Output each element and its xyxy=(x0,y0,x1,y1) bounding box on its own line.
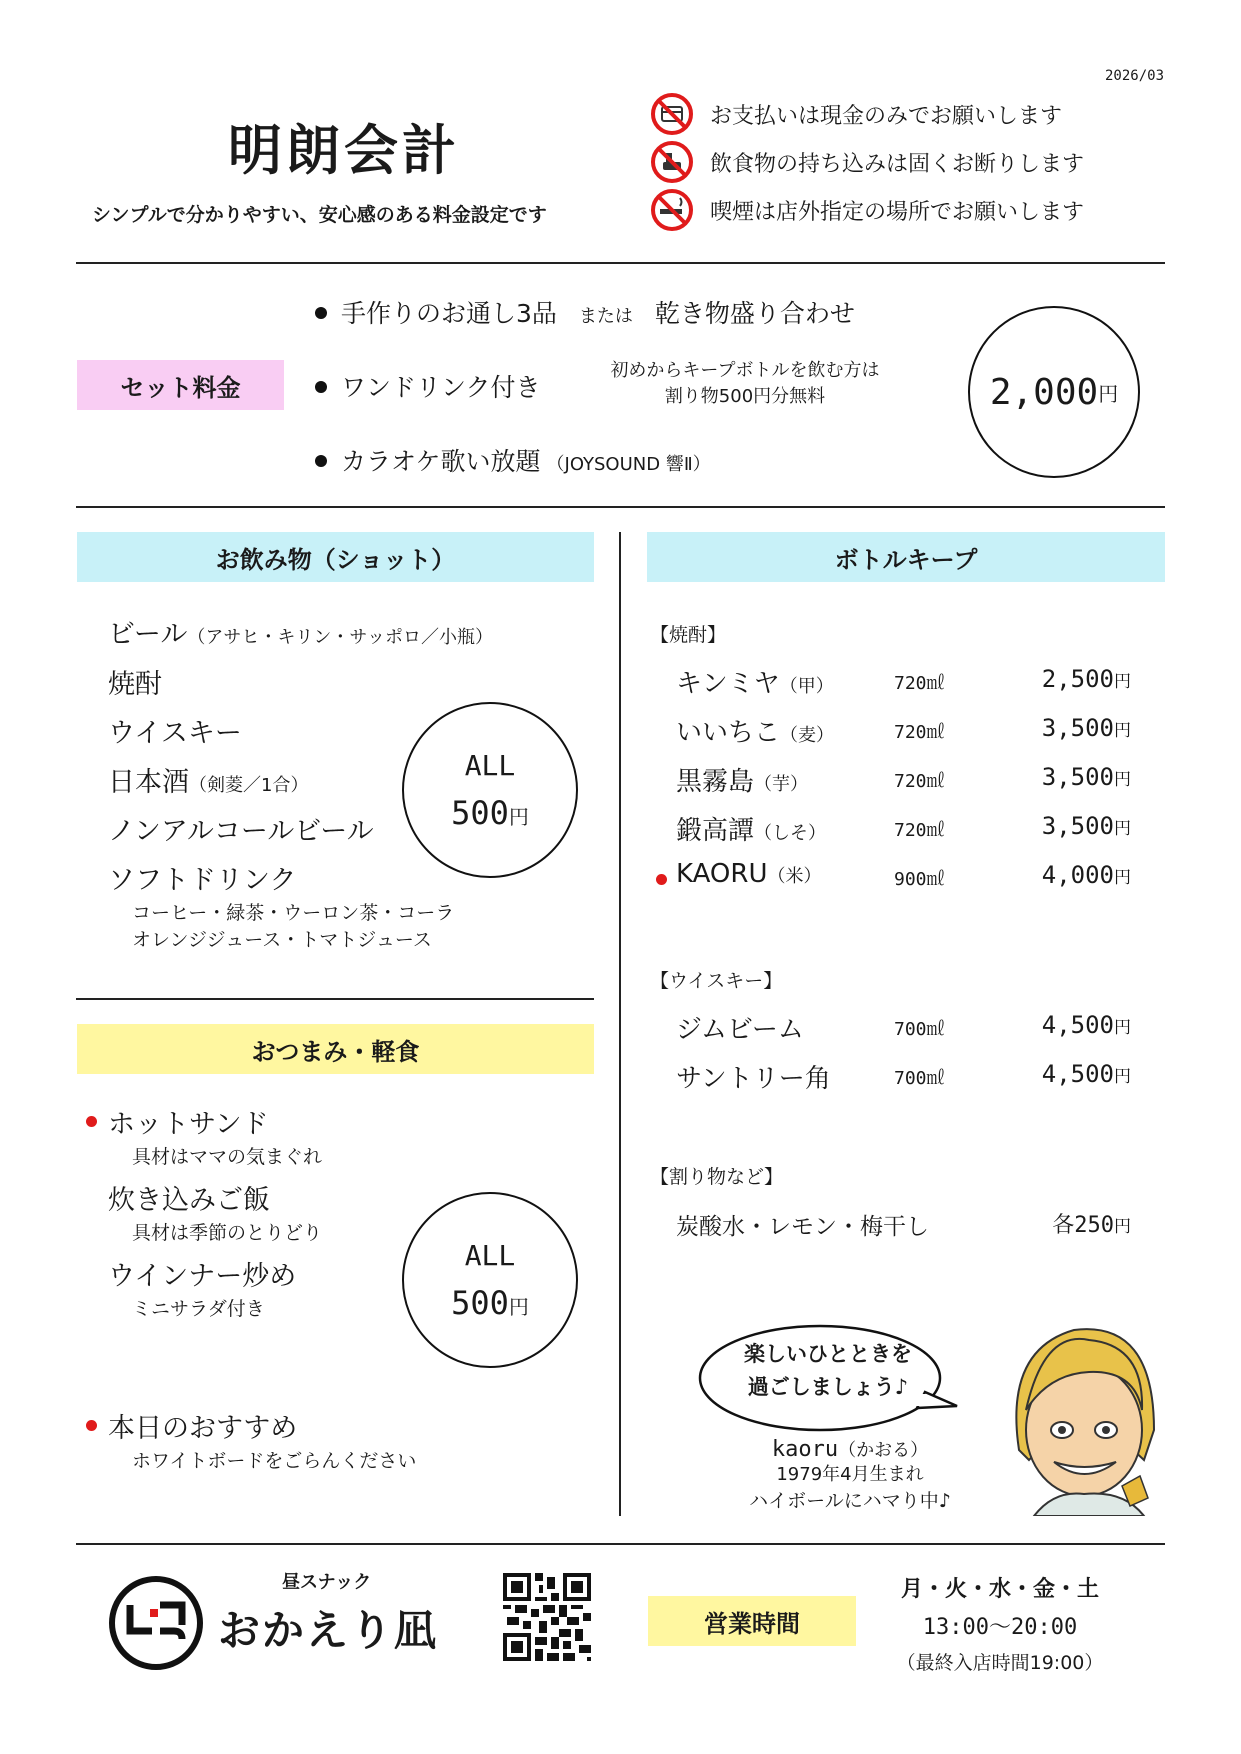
bottle-category-shochu: 【焼酎】 xyxy=(650,624,727,646)
no-food-icon xyxy=(650,140,694,184)
bullet-icon xyxy=(315,455,327,467)
bottle-row xyxy=(676,1206,1131,1240)
bottle-type: （芋） xyxy=(754,774,809,795)
drink-name: ソフトドリンク xyxy=(108,865,297,896)
profile-name: kaoru xyxy=(771,1437,839,1462)
drink-item-non-alcohol-beer xyxy=(108,809,374,848)
bottle-name: KAORU xyxy=(676,859,768,889)
bottle-price: 4,000 xyxy=(1041,861,1114,889)
mama-profile xyxy=(700,1436,1000,1514)
notice-no-outside-food xyxy=(650,140,1084,184)
bottle-category-mixers: 【割り物など】 xyxy=(650,1166,784,1188)
yen-unit: 円 xyxy=(1114,1217,1131,1237)
bottle-volume: 900㎖ xyxy=(894,869,945,890)
bottle-category-whisky: 【ウイスキー】 xyxy=(650,970,783,992)
all-label: ALL xyxy=(464,1238,516,1272)
set-price-label: セット料金 xyxy=(77,360,284,410)
yen-unit: 円 xyxy=(1114,819,1131,839)
bottle-volume: 720㎖ xyxy=(894,820,945,841)
bottle-price: 3,500 xyxy=(1041,714,1114,742)
bullet-icon xyxy=(315,307,327,319)
business-hours-label: 営業時間 xyxy=(648,1596,856,1646)
bottle-volume: 700㎖ xyxy=(894,1019,945,1040)
snack-note: 具材は季節のとりどり xyxy=(132,1222,323,1244)
divider xyxy=(76,998,594,1000)
drink-note: （アサヒ・キリン・サッポロ／小瓶） xyxy=(187,627,494,648)
snacks-header: おつまみ・軽食 xyxy=(77,1024,594,1074)
recommend-dot-icon xyxy=(656,874,667,885)
drink-name: ウイスキー xyxy=(108,718,242,749)
bottle-row xyxy=(676,712,1131,746)
page-subtitle: シンプルで分かりやすい、安心感のある料金設定です xyxy=(92,204,547,226)
recommend-dot-icon xyxy=(86,1116,97,1127)
qr-code[interactable] xyxy=(503,1573,591,1661)
snack-note: 具材はママの気まぐれ xyxy=(132,1146,323,1168)
open-days: 月・火・水・金・土 xyxy=(900,1577,1099,1602)
set-item-note: （JOYSOUND 響Ⅱ） xyxy=(546,454,711,475)
no-smoking-icon xyxy=(650,188,694,232)
bottle-row xyxy=(676,859,1131,893)
bottle-name: ジムビーム xyxy=(676,1015,804,1045)
drink-item-beer xyxy=(108,612,493,651)
drink-name: ビール xyxy=(108,619,188,650)
set-price-value: 2,000 xyxy=(989,371,1099,413)
profile-born: 1979年4月生まれ xyxy=(776,1464,924,1485)
last-entry: （最終入店時間19:00） xyxy=(896,1652,1104,1674)
notice-text: お支払いは現金のみでお願いします xyxy=(710,103,1063,129)
mama-caricature xyxy=(994,1290,1164,1516)
todays-special: 本日のおすすめ xyxy=(108,1413,298,1444)
bottle-volume: 720㎖ xyxy=(894,722,945,743)
bottle-volume: 720㎖ xyxy=(894,673,945,694)
note-line: オレンジジュース・トマトジュース xyxy=(132,929,432,951)
drink-name: ノンアルコールビール xyxy=(108,816,374,847)
bullet-icon xyxy=(315,381,327,393)
drink-item-whisky xyxy=(108,711,242,750)
recommend-dot-icon xyxy=(86,1420,97,1431)
drink-note: （剣菱／1合） xyxy=(189,775,309,796)
bottle-volume: 700㎖ xyxy=(894,1068,945,1089)
bottle-price: 4,500 xyxy=(1041,1060,1114,1088)
bottle-type: （しそ） xyxy=(754,823,827,844)
yen-unit: 円 xyxy=(1114,721,1131,741)
bottle-type: （米） xyxy=(767,866,822,887)
yen-unit: 円 xyxy=(1114,672,1131,692)
drink-item-shochu xyxy=(108,662,162,701)
set-item-label: 手作りのお通し3品 xyxy=(341,299,557,328)
bottle-row xyxy=(676,761,1131,795)
set-item-one-drink-note xyxy=(590,358,900,410)
notice-text: 飲食物の持ち込みは固くお断りします xyxy=(710,151,1085,177)
drink-item-sake xyxy=(108,760,308,799)
yen-unit: 円 xyxy=(1114,1018,1131,1038)
bottle-volume: 720㎖ xyxy=(894,771,945,792)
drink-name: 焼酎 xyxy=(108,669,162,700)
notice-text: 喫煙は店外指定の場所でお願いします xyxy=(710,199,1085,225)
mixer-names: 炭酸水・レモン・梅干し xyxy=(676,1214,929,1240)
set-item-otoshi xyxy=(315,294,855,330)
bottle-row xyxy=(676,663,1131,697)
bottle-name: 黒霧島 xyxy=(676,767,755,797)
yen-unit: 円 xyxy=(508,804,529,829)
speech-text xyxy=(718,1338,938,1404)
bottle-price: 各250 xyxy=(1052,1213,1114,1238)
notice-no-smoking xyxy=(650,188,1084,232)
soft-drink-note xyxy=(132,900,454,954)
open-time: 13:00〜20:00 xyxy=(922,1615,1078,1640)
drink-name: 日本酒 xyxy=(108,767,189,798)
speech-line: 過ごしましょう♪ xyxy=(747,1375,909,1399)
yen-unit: 円 xyxy=(1114,770,1131,790)
yen-unit: 円 xyxy=(1114,1067,1131,1087)
profile-reading: （かおる） xyxy=(838,1440,929,1461)
set-price-circle xyxy=(968,306,1140,478)
snack-item-wiener: ウインナー炒め xyxy=(108,1261,297,1292)
bottle-price: 2,500 xyxy=(1041,665,1114,693)
set-item-alt: 乾き物盛り合わせ xyxy=(654,299,855,328)
snacks-price-circle xyxy=(402,1192,578,1368)
divider xyxy=(76,506,1165,508)
set-item-or: または xyxy=(578,306,633,327)
bottle-name: 鍛高譚 xyxy=(676,816,755,846)
bottle-price: 4,500 xyxy=(1041,1011,1114,1039)
shop-logo-mark xyxy=(108,1575,204,1671)
shop-logo-subtitle: 昼スナック xyxy=(282,1572,372,1593)
set-item-label: カラオケ歌い放題 xyxy=(341,447,541,476)
profile-hobby: ハイボールにハマり中♪ xyxy=(749,1490,951,1512)
divider xyxy=(76,1543,1165,1545)
divider xyxy=(76,262,1165,264)
bottle-name: キンミヤ xyxy=(676,669,780,699)
bottle-row xyxy=(676,1058,1131,1092)
all-price: 500 xyxy=(451,793,509,832)
bottle-type: （甲） xyxy=(779,676,834,697)
snack-item-takikomi-gohan: 炊き込みご飯 xyxy=(108,1185,270,1216)
snack-item-hot-sandwich: ホットサンド xyxy=(108,1109,269,1140)
print-date: 2026/03 xyxy=(1105,68,1165,84)
set-item-karaoke xyxy=(315,442,711,478)
speech-line: 楽しいひとときを xyxy=(744,1342,912,1366)
bottle-row xyxy=(676,810,1131,844)
page-title: 明朗会計 xyxy=(228,119,460,182)
bottle-keep-header: ボトルキープ xyxy=(647,532,1165,582)
notice-cash-only xyxy=(650,92,1062,136)
bottle-name: サントリー角 xyxy=(676,1064,831,1094)
note-line: コーヒー・緑茶・ウーロン茶・コーラ xyxy=(132,902,455,924)
set-item-one-drink xyxy=(315,368,541,404)
shop-logo-name: おかえり凪 xyxy=(218,1606,439,1655)
note-line: 割り物500円分無料 xyxy=(664,386,826,407)
column-divider xyxy=(619,532,621,1516)
yen-unit: 円 xyxy=(1114,868,1131,888)
drinks-header: お飲み物（ショット） xyxy=(77,532,594,582)
all-price: 500 xyxy=(451,1283,509,1322)
no-card-icon xyxy=(650,92,694,136)
bottle-row xyxy=(676,1009,1131,1043)
drinks-price-circle xyxy=(402,702,578,878)
note-line: 初めからキープボトルを飲む方は xyxy=(610,360,880,381)
yen-unit: 円 xyxy=(1098,381,1119,406)
bottle-name: いいちこ xyxy=(676,718,781,748)
all-label: ALL xyxy=(464,748,516,782)
bottle-price: 3,500 xyxy=(1041,763,1114,791)
drink-item-soft-drink xyxy=(108,858,296,897)
todays-special-note: ホワイトボードをごらんください xyxy=(132,1450,417,1472)
set-item-label: ワンドリンク付き xyxy=(341,373,541,402)
yen-unit: 円 xyxy=(508,1294,529,1319)
snack-note: ミニサラダ付き xyxy=(132,1298,265,1320)
bottle-type: （麦） xyxy=(780,725,835,746)
bottle-price: 3,500 xyxy=(1041,812,1114,840)
